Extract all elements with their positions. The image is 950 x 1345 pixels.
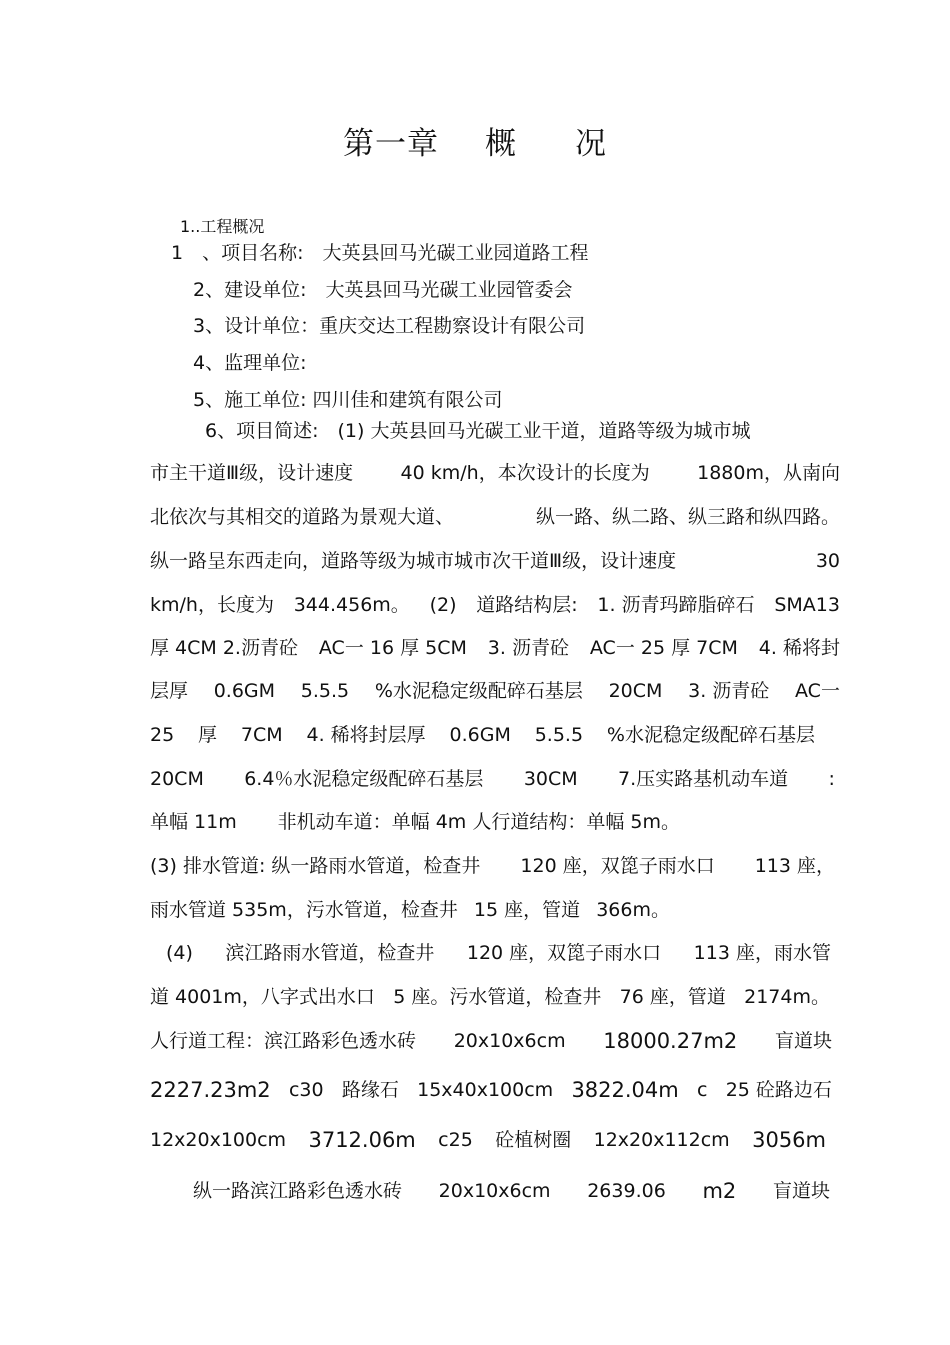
- text-segment: (3) 排水管道: 纵一路雨水管道，检查井: [150, 855, 481, 877]
- text-segment: 344.456m。: [293, 594, 410, 616]
- text-segment: 3822.04m: [571, 1078, 679, 1102]
- text-segment: 120 座，双箆子雨水口: [520, 855, 715, 877]
- paragraph-line: [166, 940, 831, 966]
- text-segment: 1. 沥青玛蹄脂碎石: [597, 594, 755, 616]
- text-segment: 2174m。: [744, 986, 830, 1008]
- text-segment: 40 km/h，本次设计的长度为: [400, 462, 650, 484]
- paragraph-line: [150, 678, 840, 704]
- text-segment: 2639.06: [587, 1180, 666, 1202]
- project-name-line: 1 、项目名称: 大英县回马光碳工业园道路工程: [171, 242, 589, 264]
- text-segment: 盲道块: [774, 1030, 832, 1052]
- text-segment: 20x10x6cm: [438, 1180, 551, 1202]
- text-segment: 7CM: [240, 724, 283, 746]
- text-segment: 3. 沥青砼: [487, 637, 569, 659]
- text-segment: 0.6GM: [449, 724, 511, 746]
- text-segment: (2): [429, 594, 457, 616]
- paragraph-line: [150, 766, 835, 792]
- paragraph-line: [150, 1028, 832, 1054]
- text-segment: c30: [288, 1079, 324, 1101]
- chapter-title-number: 第一章: [343, 126, 439, 162]
- contractor-line: 5、施工单位: 四川佳和建筑有限公司: [193, 389, 503, 411]
- text-segment: 18000.27m2: [603, 1029, 738, 1053]
- text-segment: 人行道工程：滨江路彩色透水砖: [150, 1030, 417, 1052]
- text-segment: 单幅 11m: [150, 811, 237, 833]
- text-segment: 30CM: [523, 768, 578, 790]
- text-segment: 雨水管道 535m，污水管道，检查井: [150, 899, 458, 921]
- text-segment: SMA13: [774, 594, 840, 616]
- section-heading: 1..工程概况: [180, 217, 265, 236]
- paragraph-line: [150, 460, 840, 486]
- paragraph-line: [150, 1077, 832, 1103]
- supervisor-line: 4、监理单位:: [193, 352, 307, 374]
- chapter-title-word-1: 概: [485, 126, 517, 162]
- text-segment: 纵一路呈东西走向，道路等级为城市城市次干道Ⅲ级，设计速度: [150, 550, 677, 572]
- text-segment: %水泥稳定级配碎石基层: [606, 724, 815, 746]
- text-segment: 25: [150, 724, 175, 746]
- text-segment: 30: [815, 550, 840, 572]
- text-segment: c25: [438, 1129, 473, 1151]
- builder-line: 2、建设单位: 大英县回马光碳工业园管委会: [193, 279, 573, 301]
- text-segment: 6.4％水泥稳定级配碎石基层: [244, 768, 484, 790]
- text-segment: c: [697, 1079, 708, 1101]
- paragraph-line: [150, 504, 840, 530]
- text-segment: 道路结构层:: [476, 594, 578, 616]
- text-segment: 滨江路雨水管道，检查井: [225, 942, 435, 964]
- text-segment: 0.6GM: [213, 680, 276, 702]
- text-segment: 113 座，雨水管: [693, 942, 831, 964]
- paragraph-line: [150, 635, 840, 661]
- text-segment: 非机动车道：单幅 4m 人行道结构：单幅 5m。: [277, 811, 680, 833]
- text-segment: %水泥稳定级配碎石基层: [374, 680, 583, 702]
- text-segment: 纵一路滨江路彩色透水砖: [193, 1180, 403, 1202]
- chapter-title: [0, 118, 950, 163]
- paragraph-line: [150, 722, 815, 748]
- text-segment: 12x20x100cm: [150, 1129, 287, 1151]
- paragraph-line: [150, 548, 840, 574]
- text-segment: 市主干道Ⅲ级，设计速度: [150, 462, 354, 484]
- text-segment: 3. 沥青砼: [688, 680, 770, 702]
- text-segment: 5 座。污水管道，检查井: [393, 986, 602, 1008]
- text-segment: AC一 25 厚 7CM: [589, 637, 738, 659]
- text-segment: AC一 16 厚 5CM: [318, 637, 467, 659]
- text-segment: 25 砼路边石: [725, 1079, 832, 1101]
- text-segment: 道 4001m，八字式出水口: [150, 986, 375, 1008]
- paragraph-line: [150, 592, 840, 618]
- text-segment: 5.5.5: [534, 724, 584, 746]
- text-segment: :: [828, 768, 835, 790]
- text-segment: 厚: [198, 724, 218, 746]
- text-segment: (4): [166, 942, 193, 964]
- text-segment: km/h，长度为: [150, 594, 274, 616]
- text-segment: 20CM: [608, 680, 663, 702]
- text-segment: AC一: [795, 680, 840, 702]
- text-segment: 砼植树圈: [495, 1129, 572, 1151]
- text-segment: 7.压实路基机动车道: [618, 768, 789, 790]
- text-segment: 113 座，: [754, 855, 835, 877]
- paragraph-line: [150, 853, 835, 879]
- paragraph-line: [150, 809, 680, 835]
- text-segment: 20CM: [150, 768, 204, 790]
- text-segment: 盲道块: [772, 1180, 830, 1202]
- paragraph-line: [150, 1127, 826, 1153]
- text-segment: 纵一路、纵二路、纵三路和纵四路。: [535, 506, 840, 528]
- text-segment: 12x20x112cm: [593, 1129, 730, 1151]
- paragraph-line: [193, 1178, 830, 1204]
- text-segment: 3056m: [752, 1128, 826, 1152]
- text-segment: 76 座，管道: [619, 986, 726, 1008]
- text-segment: 4. 稀将封层厚: [306, 724, 426, 746]
- text-segment: 366m。: [596, 899, 670, 921]
- text-segment: m2: [702, 1179, 737, 1203]
- paragraph-line: [150, 897, 670, 923]
- text-segment: 120 座，双箆子雨水口: [466, 942, 662, 964]
- text-segment: 1880m，从南向: [697, 462, 840, 484]
- text-segment: 2227.23m2: [150, 1078, 271, 1102]
- chapter-title-word-2: 况: [575, 126, 607, 162]
- text-segment: 15 座，管道: [473, 899, 581, 921]
- paragraph-line: [150, 984, 830, 1010]
- text-segment: 3712.06m: [308, 1128, 416, 1152]
- text-segment: 5.5.5: [300, 680, 350, 702]
- text-segment: 厚 4CM 2.沥青砼: [150, 637, 298, 659]
- text-segment: 层厚: [150, 680, 189, 702]
- text-segment: 15x40x100cm: [417, 1079, 554, 1101]
- text-segment: 4. 稀将封: [758, 637, 840, 659]
- text-segment: 北依次与其相交的道路为景观大道、: [150, 506, 455, 528]
- designer-line: 3、设计单位：重庆交达工程勘察设计有限公司: [193, 315, 586, 337]
- description-line-1: 6、项目简述: (1) 大英县回马光碳工业干道，道路等级为城市城: [205, 420, 751, 442]
- text-segment: 20x10x6cm: [453, 1030, 566, 1052]
- text-segment: 路缘石: [341, 1079, 399, 1101]
